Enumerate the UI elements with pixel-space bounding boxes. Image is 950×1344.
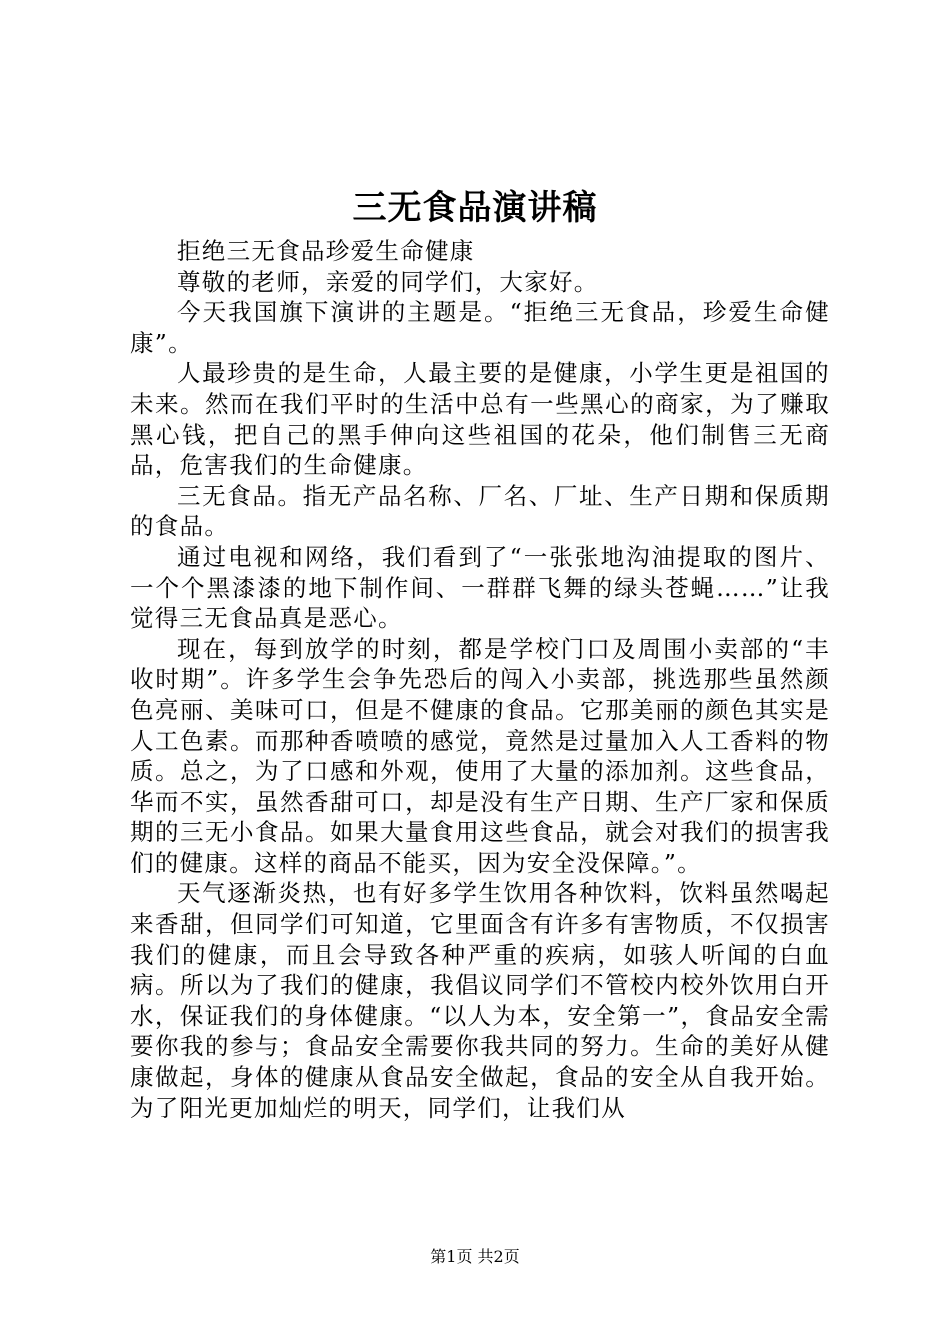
paragraph-subtitle: 拒绝三无食品珍爱生命健康 — [177, 237, 475, 265]
page-indicator: 第1页 共2页 — [430, 1247, 520, 1266]
paragraph-school-shops: 现在，每到放学的时刻，都是学校门口及周围小卖部的“丰收时期”。许多学生会争先恐后的闯入小卖部，挑选那些虽然颜色亮丽、美味可口，但是不健康的食品。它那美丽的颜色其实是人工色素。而那种香喷喷的感觉，竟然是过量加入人工香料的物质。总之，为了口感和外观，使用了大量的添加剂。这些食品，华而不实，虽然香甜可口，却是没有生产日期、生产厂家和保质期的三无小食品。如果大量食用这些食品，就会对我们的损害我们的健康。这样的商品不能买，因为安全没保障。”。 — [130, 634, 830, 877]
paragraph-tv-network: 通过电视和网络，我们看到了“一张张地沟油提取的图片、一个个黑漆漆的地下制作间、一群群飞舞的绿头苍蝇……”让我觉得三无食品真是恶心。 — [130, 542, 830, 633]
paragraph-greeting: 尊敬的老师，亲爱的同学们，大家好。 — [177, 267, 599, 296]
document-body — [130, 236, 830, 1123]
paragraph-theme: 今天我国旗下演讲的主题是。“拒绝三无食品，珍爱生命健康”。 — [130, 298, 830, 357]
paragraph-life-health: 人最珍贵的是生命，人最主要的是健康，小学生更是祖国的未来。然而在我们平时的生活中总有一些黑心的商家，为了赚取黑心钱，把自己的黑手伸向这些祖国的花朵，他们制售三无商品，危害我们的生命健康。 — [130, 359, 830, 480]
paragraph-drinks: 天气逐渐炎热，也有好多学生饮用各种饮料，饮料虽然喝起来香甜，但同学们可知道，它里面含有许多有害物质，不仅损害我们的健康，而且会导致各种严重的疾病，如骇人听闻的白血病。所以为了我们的健康，我倡议同学们不管校内校外饮用白开水，保证我们的身体健康。“以人为本，安全第一”，食品安全需要你我的参与；食品安全需要你我共同的努力。生命的美好从健康做起，身体的健康从食品安全做起，食品的安全从自我开始。为了阳光更加灿烂的明天，同学们，让我们从 — [130, 879, 830, 1122]
document-title: 三无食品演讲稿 — [352, 188, 598, 228]
paragraph-definition: 三无食品。指无产品名称、厂名、厂址、生产日期和保质期的食品。 — [130, 481, 830, 541]
